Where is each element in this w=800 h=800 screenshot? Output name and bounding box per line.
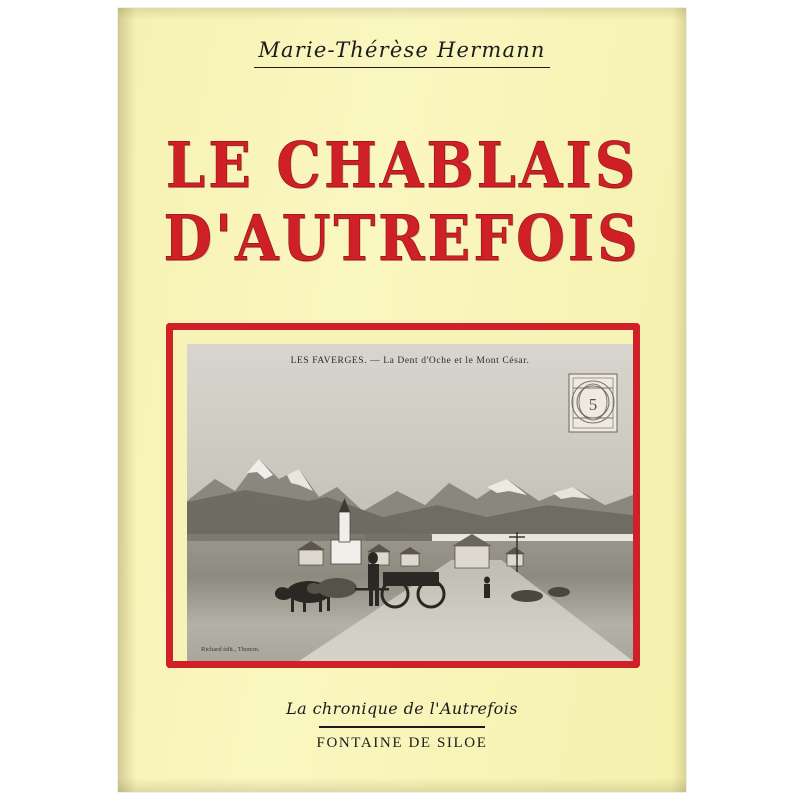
collection-name: La chronique de l'Autrefois [286,699,518,719]
landscape-photo [187,344,633,661]
author-name: Marie-Thérèse Hermann [254,38,549,68]
cover-edge-shadow-right [672,8,686,792]
postcard-image [187,344,633,661]
photo-credit: Richard édit., Thonon. [201,646,260,653]
publisher-name: FONTAINE DE SILOE [316,735,488,751]
author-block [118,38,686,68]
photo-caption: LES FAVERGES. — La Dent d'Oche et le Mont César. [290,356,530,366]
footer-block [118,699,686,752]
cover-edge-shadow-bottom [118,778,686,792]
book-cover [118,8,686,792]
stamp-value: 5 [588,395,598,414]
cover-edge-shadow-top [118,8,686,20]
postcard-frame [166,323,640,668]
page-title [118,128,686,276]
title-line-2: D'AUTREFOIS [163,201,641,276]
postage-stamp-icon [567,372,619,434]
cover-edge-shadow-left [118,8,136,792]
footer-divider [319,726,485,728]
title-line-1: LE CHABLAIS [165,128,639,203]
